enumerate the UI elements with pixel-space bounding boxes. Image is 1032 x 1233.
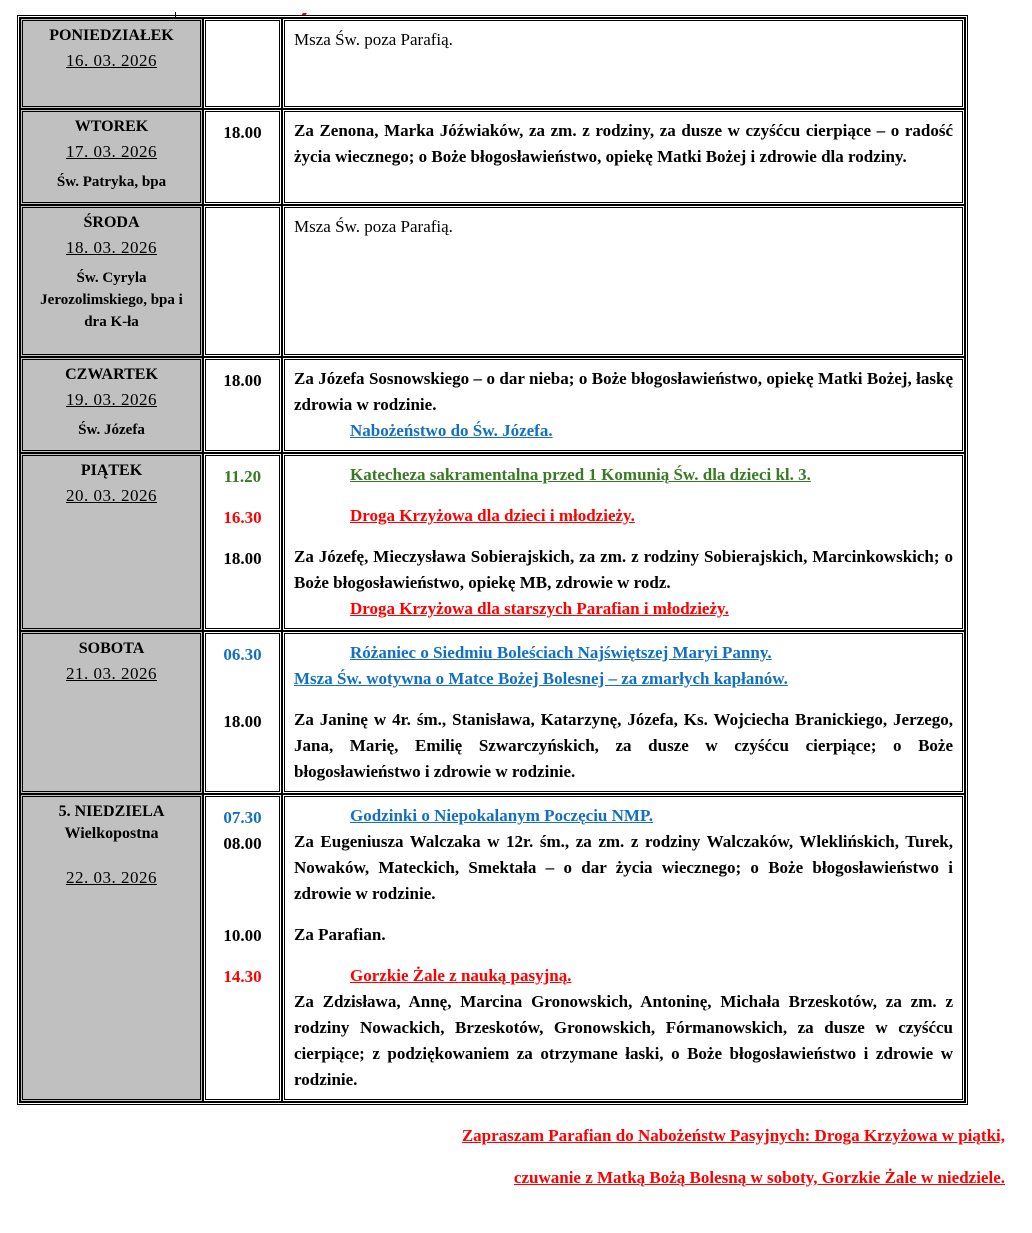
mass-time: 14.30	[223, 967, 262, 986]
table-row-friday	[20, 453, 965, 631]
mass-time: 18.00	[223, 712, 262, 731]
votive-mass-note: Msza Św. wotywna o Matce Bożej Bolesnej – za zmarłych kapłanów.	[294, 669, 788, 688]
mass-time: 10.00	[223, 926, 262, 945]
intention-text: Za Eugeniusza Walczaka w 12r. śm., za zm. z rodziny Walczaków, Wleklińskich, Turek, Nowaków, Mateckich, Smektała – o dar życia wiecznego; o Boże błogosławieństwo i zdrowie w rodzinie.	[294, 832, 953, 903]
intention-text: Za Zdzisława, Annę, Marcina Gronowskich, Antoninę, Michała Brzeskotów, za zm. z rodziny Nowackich, Brzeskotów, Gronowskich, Fórmanowskich, za dusze w czyśćcu cierpiące; z podziękowaniem za otrzymane łaski, o Boże błogosławieństwo i zdrowie w rodzinie.	[294, 992, 953, 1089]
table-row-saturday	[20, 631, 965, 794]
day-cell	[20, 109, 203, 205]
stations-of-cross-note: Droga Krzyżowa dla starszych Parafian i młodzieży.	[350, 599, 729, 618]
intention-text: Za Zenona, Marka Jóźwiaków, za zm. z rodziny, za dusze w czyśćcu cierpiące – o radość życia wiecznego; o Boże błogosławieństwo, opiekę Matki Bożej i zdrowie dla rodziny.	[294, 121, 953, 166]
mass-schedule-table	[17, 15, 968, 1105]
intention-text: Za Józefę, Mieczysława Sobierajskich, za zm. z rodziny Sobierajskich, Marcinkowskich; o Boże błogosławieństwo, opiekę MB, zdrowie w rodz.	[294, 547, 953, 592]
intention-cell	[282, 18, 965, 109]
catechesis-note: Katecheza sakramentalna przed 1 Komunią Św. dla dzieci kl. 3.	[350, 465, 811, 484]
day-cell	[20, 794, 203, 1102]
time-cell	[203, 205, 282, 357]
table-row-tuesday	[20, 109, 965, 205]
day-cell	[20, 631, 203, 794]
rosary-note: Różaniec o Siedmiu Boleściach Najświętszej Maryi Panny.	[350, 643, 772, 662]
day-name: 5. NIEDZIELA	[58, 803, 165, 820]
intention-text: Za Józefa Sosnowskiego – o dar nieba; o Boże błogosławieństwo, opiekę Matki Bożej, łaskę zdrowia w rodzinie.	[294, 369, 953, 414]
mass-time: 16.30	[223, 508, 262, 527]
footer-invitation-line-1: Zapraszam Parafian do Nabożeństw Pasyjnych: Droga Krzyżowa w piątki,	[461, 1126, 1005, 1145]
day-date: 21. 03. 2026	[66, 664, 157, 683]
day-date: 19. 03. 2026	[66, 390, 157, 409]
mass-time: 18.00	[223, 549, 262, 568]
day-date: 16. 03. 2026	[66, 51, 157, 70]
day-name: PONIEDZIAŁEK	[49, 27, 174, 44]
intention-cell	[282, 453, 965, 631]
mass-time: 18.00	[223, 123, 262, 142]
saint-name: Św. Józefa	[78, 422, 145, 438]
time-cell	[203, 109, 282, 205]
time-cell	[203, 631, 282, 794]
table-row-sunday	[20, 794, 965, 1102]
table-row-wednesday	[20, 205, 965, 357]
intention-cell	[282, 631, 965, 794]
table-row-monday	[20, 18, 965, 109]
day-name: SOBOTA	[78, 640, 145, 657]
mass-time: 08.00	[223, 834, 262, 853]
intention-cell	[282, 794, 965, 1102]
mass-time: 18.00	[223, 371, 262, 390]
intention-cell	[282, 109, 965, 205]
day-cell	[20, 357, 203, 453]
time-cell	[203, 357, 282, 453]
footer-invitation-line-2: czuwanie z Matką Bożą Bolesną w soboty, Gorzkie Żale w niedziele.	[513, 1168, 1005, 1187]
day-cell	[20, 18, 203, 109]
time-cell	[203, 794, 282, 1102]
day-date: 22. 03. 2026	[66, 868, 157, 887]
gorzkie-zale-note: Gorzkie Żale z nauką pasyjną.	[350, 966, 572, 985]
mass-time: 07.30	[223, 808, 262, 827]
stations-of-cross-note: Droga Krzyżowa dla dzieci i młodzieży.	[350, 506, 635, 525]
godzinki-note: Godzinki o Niepokalanym Poczęciu NMP.	[350, 806, 654, 825]
day-name: CZWARTEK	[65, 366, 158, 383]
day-date: 18. 03. 2026	[66, 238, 157, 257]
day-name-2: Wielkopostna	[64, 825, 159, 842]
mass-time: 11.20	[223, 467, 262, 486]
intention-text: Za Janinę w 4r. śm., Stanisława, Katarzynę, Józefa, Ks. Wojciecha Branickiego, Jerzego, Jana, Marię, Emilię Szwarczyńskich, za dusze w czyśćcu cierpiące; o Boże błogosławieństwo i zdrowie w rodzinie.	[294, 710, 953, 781]
day-name: PIĄTEK	[80, 462, 143, 479]
day-name: WTOREK	[74, 118, 149, 135]
devotion-link: Nabożeństwo do Św. Józefa.	[350, 421, 553, 440]
saint-name: Św. Cyryla Jerozolimskiego, bpa i dra K-ła	[40, 270, 183, 330]
intention-cell	[282, 357, 965, 453]
saint-name: Św. Patryka, bpa	[56, 174, 167, 190]
day-name: ŚRODA	[83, 214, 140, 231]
intention-cell	[282, 205, 965, 357]
intention-text: Msza Św. poza Parafią.	[294, 217, 453, 236]
table-row-thursday	[20, 357, 965, 453]
day-cell	[20, 453, 203, 631]
time-cell	[203, 18, 282, 109]
day-cell	[20, 205, 203, 357]
day-date: 20. 03. 2026	[66, 486, 157, 505]
day-date: 17. 03. 2026	[66, 142, 157, 161]
intention-text: Msza Św. poza Parafią.	[294, 30, 453, 49]
time-cell	[203, 453, 282, 631]
intention-text: Za Parafian.	[294, 925, 386, 944]
mass-time: 06.30	[223, 645, 262, 664]
